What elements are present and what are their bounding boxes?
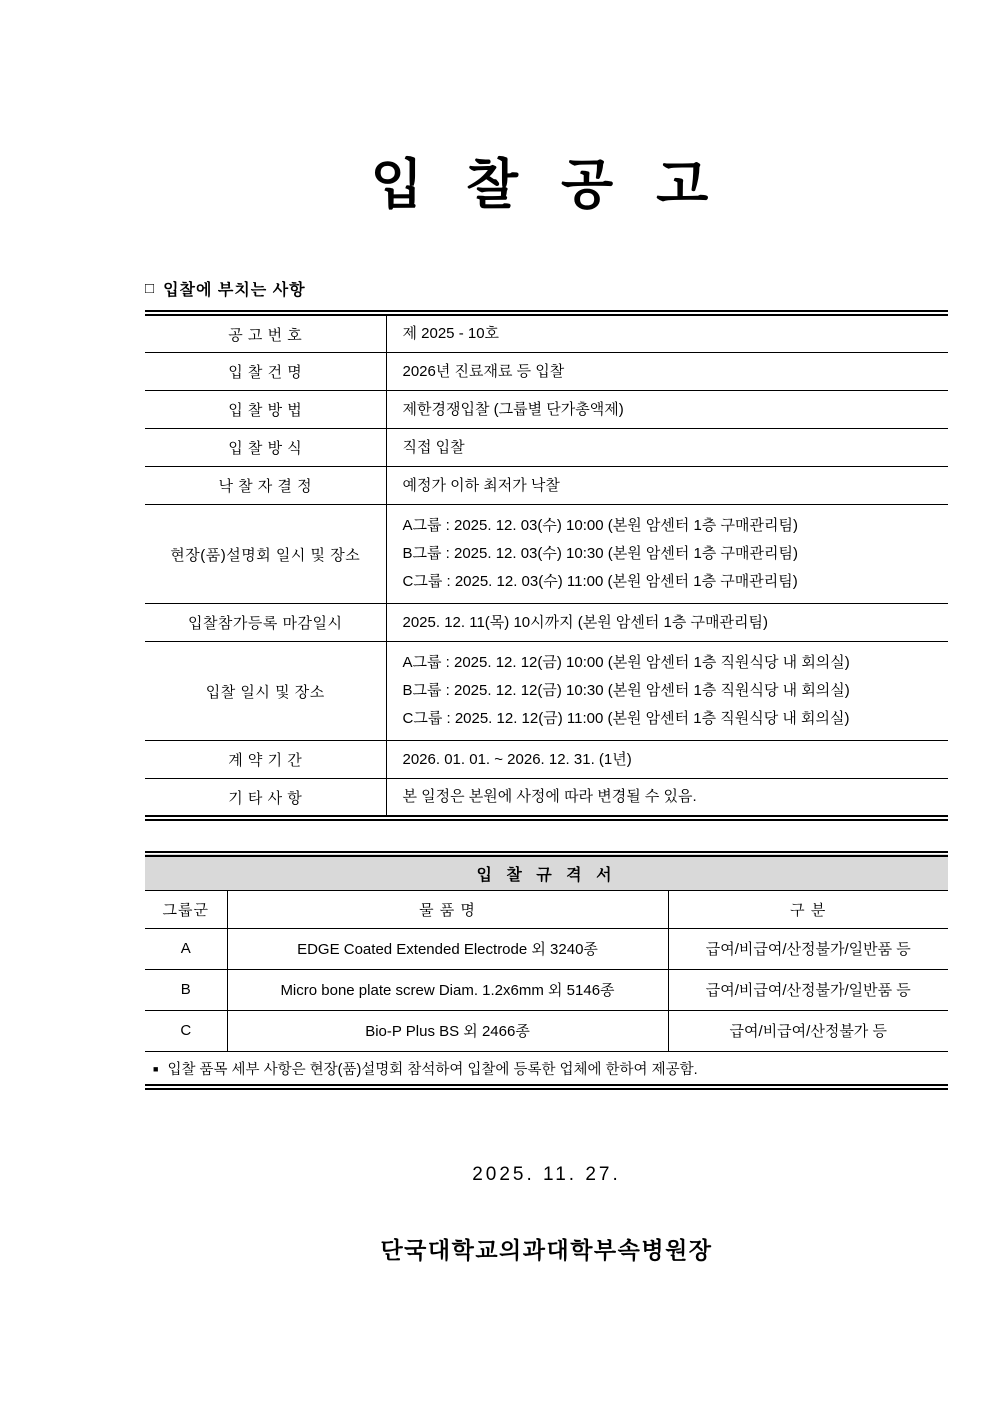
table-row bbox=[145, 467, 948, 505]
value-line: 제한경쟁입찰 (그룹별 단가총액제) bbox=[402, 400, 624, 418]
category-cell: 급여/비급여/산정불가/일반품 등 bbox=[668, 928, 948, 969]
row-value bbox=[386, 505, 948, 604]
spec-table-header-row bbox=[145, 890, 948, 928]
document-content bbox=[145, 0, 948, 1265]
document-date: 2025. 11. 27. bbox=[472, 1164, 621, 1186]
row-label: 기 타 사 항 bbox=[145, 779, 386, 819]
item-cell: EDGE Coated Extended Electrode 외 3240종 bbox=[227, 928, 668, 969]
row-value bbox=[386, 353, 948, 391]
row-label: 입찰참가등록 마감일시 bbox=[145, 604, 386, 642]
item-cell: Bio-P Plus BS 외 2466종 bbox=[227, 1010, 668, 1051]
row-label: 입 찰 방 식 bbox=[145, 429, 386, 467]
table-row bbox=[145, 1010, 948, 1051]
row-label: 낙 찰 자 결 정 bbox=[145, 467, 386, 505]
column-header-category: 구 분 bbox=[668, 890, 948, 928]
group-cell: B bbox=[145, 969, 227, 1010]
value-line: 본 일정은 본원에 사정에 따라 변경될 수 있음. bbox=[402, 788, 697, 806]
column-header-group: 그룹군 bbox=[145, 890, 227, 928]
bid-info-table bbox=[145, 310, 948, 821]
footnote-text: 입찰 품목 세부 사항은 현장(품)설명회 참석하여 입찰에 등록한 업체에 한하여 제공함. bbox=[167, 1061, 698, 1078]
group-cell: A bbox=[145, 928, 227, 969]
spec-table-title: 입 찰 규 격 서 bbox=[145, 854, 948, 890]
row-value bbox=[386, 313, 948, 353]
row-label: 입찰 일시 및 장소 bbox=[145, 642, 386, 741]
table-row bbox=[145, 353, 948, 391]
table-row bbox=[145, 779, 948, 819]
row-value bbox=[386, 391, 948, 429]
value-line: C그룹 : 2025. 12. 12(금) 11:00 (본원 암센터 1층 직원식당 내 회의실) bbox=[402, 710, 850, 728]
footnote-row bbox=[145, 1051, 948, 1087]
row-value bbox=[386, 642, 948, 741]
value-line: 예정가 이하 최저가 낙찰 bbox=[402, 476, 560, 494]
value-line: C그룹 : 2025. 12. 03(수) 11:00 (본원 암센터 1층 구매관리팀) bbox=[402, 573, 798, 591]
row-label: 현장(품)설명회 일시 및 장소 bbox=[145, 505, 386, 604]
value-line: A그룹 : 2025. 12. 03(수) 10:00 (본원 암센터 1층 구매관리팀) bbox=[402, 517, 798, 535]
section-heading-label: 입찰에 부치는 사항 bbox=[163, 282, 306, 300]
spec-table bbox=[145, 851, 948, 1090]
signature-line: 단국대학교의과대학부속병원장 bbox=[380, 1237, 713, 1264]
value-line: B그룹 : 2025. 12. 12(금) 10:30 (본원 암센터 1층 직원식당 내 회의실) bbox=[402, 682, 850, 700]
group-cell: C bbox=[145, 1010, 227, 1051]
row-label: 공 고 번 호 bbox=[145, 313, 386, 353]
filled-square-bullet-icon: ■ bbox=[153, 1063, 159, 1074]
table-row bbox=[145, 505, 948, 604]
table-row bbox=[145, 604, 948, 642]
row-label: 계 약 기 간 bbox=[145, 741, 386, 779]
hollow-square-bullet-icon: □ bbox=[145, 280, 156, 298]
item-cell: Micro bone plate screw Diam. 1.2x6mm 외 5146종 bbox=[227, 969, 668, 1010]
value-line: 2025. 12. 11(목) 10시까지 (본원 암센터 1층 구매관리팀) bbox=[402, 613, 768, 631]
table-row bbox=[145, 391, 948, 429]
table-row bbox=[145, 313, 948, 353]
column-header-item: 물 품 명 bbox=[227, 890, 668, 928]
table-row bbox=[145, 741, 948, 779]
category-cell: 급여/비급여/산정불가 등 bbox=[668, 1010, 948, 1051]
table-row bbox=[145, 928, 948, 969]
row-label: 입 찰 방 법 bbox=[145, 391, 386, 429]
spec-table-title-row bbox=[145, 854, 948, 890]
row-value bbox=[386, 741, 948, 779]
row-value bbox=[386, 604, 948, 642]
row-value bbox=[386, 429, 948, 467]
category-cell: 급여/비급여/산정불가/일반품 등 bbox=[668, 969, 948, 1010]
footnote-cell bbox=[145, 1051, 948, 1087]
row-value bbox=[386, 467, 948, 505]
value-line: 직접 입찰 bbox=[402, 438, 465, 456]
section-heading bbox=[145, 277, 948, 300]
value-line: 2026년 진료재료 등 입찰 bbox=[402, 362, 565, 380]
value-line: 2026. 01. 01. ~ 2026. 12. 31. (1년) bbox=[402, 750, 632, 768]
value-line: A그룹 : 2025. 12. 12(금) 10:00 (본원 암센터 1층 직원식당 내 회의실) bbox=[402, 654, 850, 672]
table-row bbox=[145, 429, 948, 467]
value-line: B그룹 : 2025. 12. 03(수) 10:30 (본원 암센터 1층 구매관리팀) bbox=[402, 545, 798, 563]
value-line: 제 2025 - 10호 bbox=[402, 325, 500, 343]
row-value bbox=[386, 779, 948, 819]
page-title: 입 찰 공 고 bbox=[370, 155, 723, 215]
table-row bbox=[145, 969, 948, 1010]
row-label: 입 찰 건 명 bbox=[145, 353, 386, 391]
table-row bbox=[145, 642, 948, 741]
